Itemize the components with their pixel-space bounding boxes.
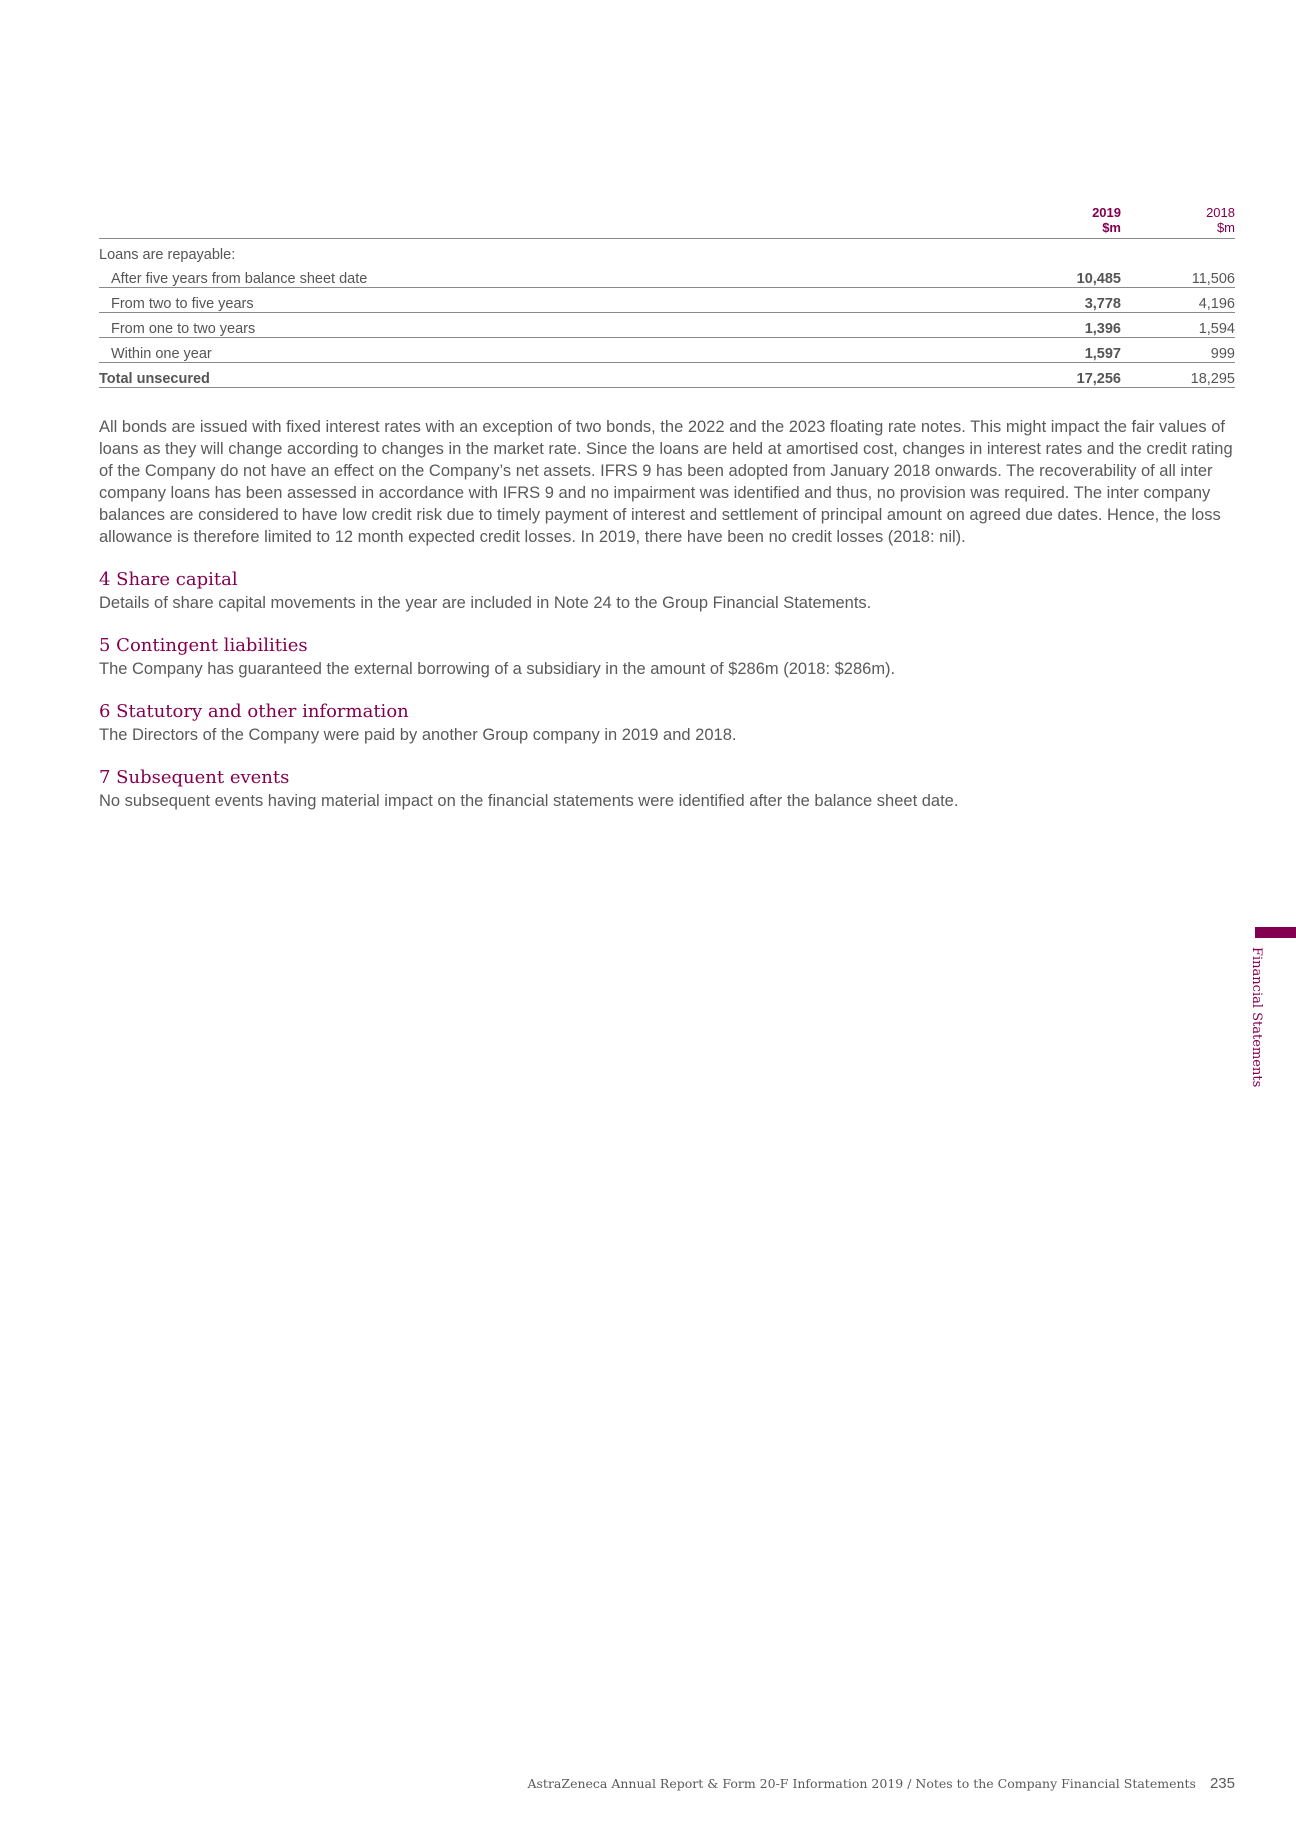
value-2018: 999	[1121, 338, 1235, 363]
section-heading-contingent-liabilities: 5 Contingent liabilities	[99, 635, 308, 656]
side-tab-marker	[1255, 927, 1296, 938]
table-row	[99, 288, 1235, 313]
section-text-contingent-liabilities: The Company has guaranteed the external borrowing of a subsidiary in the amount of $286m (2018: $286m).	[99, 660, 896, 678]
value-2018: 4,196	[1121, 288, 1235, 313]
page-number: 235	[1209, 1775, 1235, 1792]
table-row	[99, 313, 1235, 338]
loans-table	[99, 205, 1235, 388]
bonds-paragraph: All bonds are issued with fixed interest rates with an exception of two bonds, the 2022 and the 2023 floating rate notes. This might impact the fair values of loans as they will change according to changes in the market rate. Since the loans are held at amortised cost, changes in interest rates and the credit rating of the Company do not have an effect on the Company’s net assets. IFRS 9 has been adopted from January 2018 onwards. The recoverability of all inter company loans has been assessed in accordance with IFRS 9 and no impairment was identified and thus, no provision was required. The inter company balances are considered to have low credit risk due to timely payment of interest and settlement of principal amount on agreed due dates. Hence, the loss allowance is therefore limited to 12 month expected credit losses. In 2019, there have been no credit losses (2018: nil).	[99, 418, 1233, 546]
row-label: From two to five years	[99, 288, 1001, 313]
label-column-header	[99, 205, 1001, 239]
side-tab-label: Financial Statements	[1249, 947, 1264, 1088]
value-2019: 3,778	[1001, 288, 1121, 313]
value-2018: 1,594	[1121, 313, 1235, 338]
page-footer	[527, 1775, 1235, 1792]
value-2019: 10,485	[1001, 263, 1121, 288]
table-intro-label: Loans are repayable:	[99, 247, 236, 263]
column-2018-header: 2018 $m	[1206, 205, 1235, 235]
section-heading-subsequent-events: 7 Subsequent events	[99, 767, 290, 788]
section-text-share-capital: Details of share capital movements in the year are included in Note 24 to the Group Financial Statements.	[99, 594, 872, 612]
section-text-subsequent-events: No subsequent events having material impact on the financial statements were identified after the balance sheet date.	[99, 792, 959, 810]
footer-text: AstraZeneca Annual Report & Form 20-F Information 2019 / Notes to the Company Financial Statements	[527, 1776, 1196, 1791]
section-heading-share-capital: 4 Share capital	[99, 569, 238, 590]
section-text-statutory-information: The Directors of the Company were paid by another Group company in 2019 and 2018.	[99, 726, 737, 744]
table-row	[99, 338, 1235, 363]
value-2018: 11,506	[1121, 263, 1235, 288]
total-2019: 17,256	[1001, 363, 1121, 388]
row-label: After five years from balance sheet date	[99, 263, 1001, 288]
table-row	[99, 263, 1235, 288]
column-2019-header: 2019 $m	[1092, 205, 1121, 235]
total-2018: 18,295	[1121, 363, 1235, 388]
total-label: Total unsecured	[99, 363, 1001, 388]
main-content	[99, 205, 1235, 812]
row-label: From one to two years	[99, 313, 1001, 338]
table-total-row	[99, 363, 1235, 388]
table-intro-row	[99, 239, 1235, 264]
section-heading-statutory-information: 6 Statutory and other information	[99, 701, 409, 722]
value-2019: 1,396	[1001, 313, 1121, 338]
table-header-row	[99, 205, 1235, 239]
row-label: Within one year	[99, 338, 1001, 363]
value-2019: 1,597	[1001, 338, 1121, 363]
